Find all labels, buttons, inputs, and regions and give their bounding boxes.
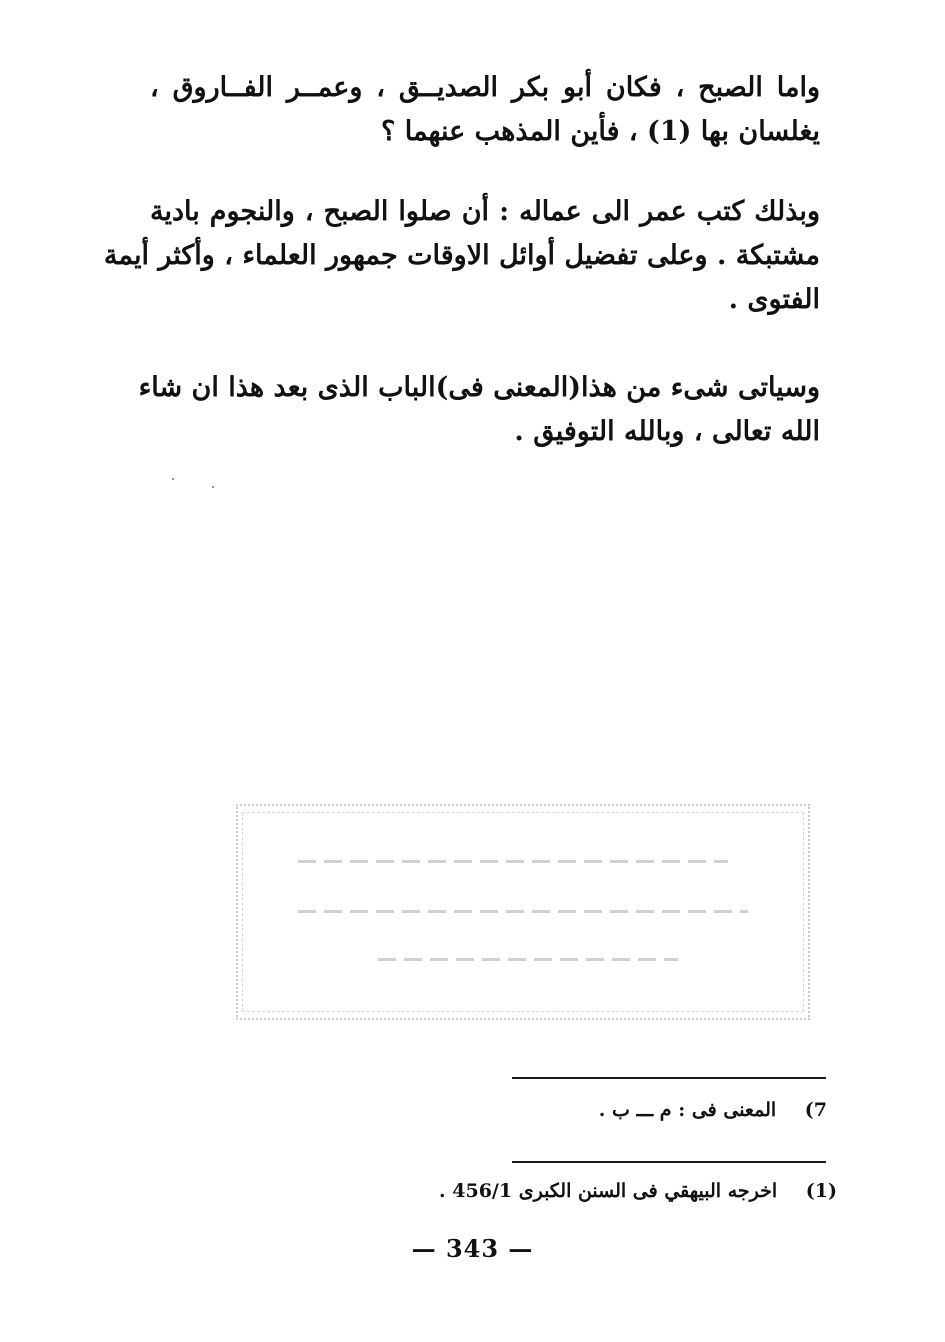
text-line: وسياتى شىء من هذا(المعنى فى)الباب الذى بعد هذا ان شاء [138,372,820,403]
footnote-marker: (1) [805,1180,837,1202]
footnote-text: اخرجه البيهقي فى السنن الكبرى 456/1 . [439,1180,778,1202]
faded-library-stamp [228,786,820,1036]
text-line: واما الصبح ، فكان أبو بكر الصديــق ، وعمــر الفــاروق ، [150,72,820,103]
footnote-text: المعنى فى : م ـــ ب . [598,1099,777,1121]
footnote-marker: 7) [804,1099,827,1121]
footnote-variant [599,1099,827,1121]
page-number: — 343 — [411,1234,534,1263]
footnote-separator [512,1161,826,1163]
footnote-source [439,1180,837,1202]
stamp-faded-text [298,860,728,863]
paragraph-1 [150,66,820,154]
text-line: وبذلك كتب عمر الى عماله : أن صلوا الصبح ، والنجوم بادية [150,196,820,227]
paragraph-3 [138,366,820,454]
stamp-faded-text [378,958,678,961]
stamp-faded-text [298,910,748,913]
paragraph-2 [103,190,820,322]
scan-speck [172,478,174,480]
text-line: الفتوى . [728,284,820,315]
text-line: يغلسان بها (1) ، فأين المذهب عنهما ؟ [380,116,820,147]
text-line: الله تعالى ، وبالله التوفيق . [514,416,820,447]
footnote-separator [512,1077,826,1079]
scan-speck [212,486,214,488]
text-line: مشتبكة . وعلى تفضيل أوائل الاوقات جمهور العلماء ، وأكثر أيمة [103,240,820,271]
